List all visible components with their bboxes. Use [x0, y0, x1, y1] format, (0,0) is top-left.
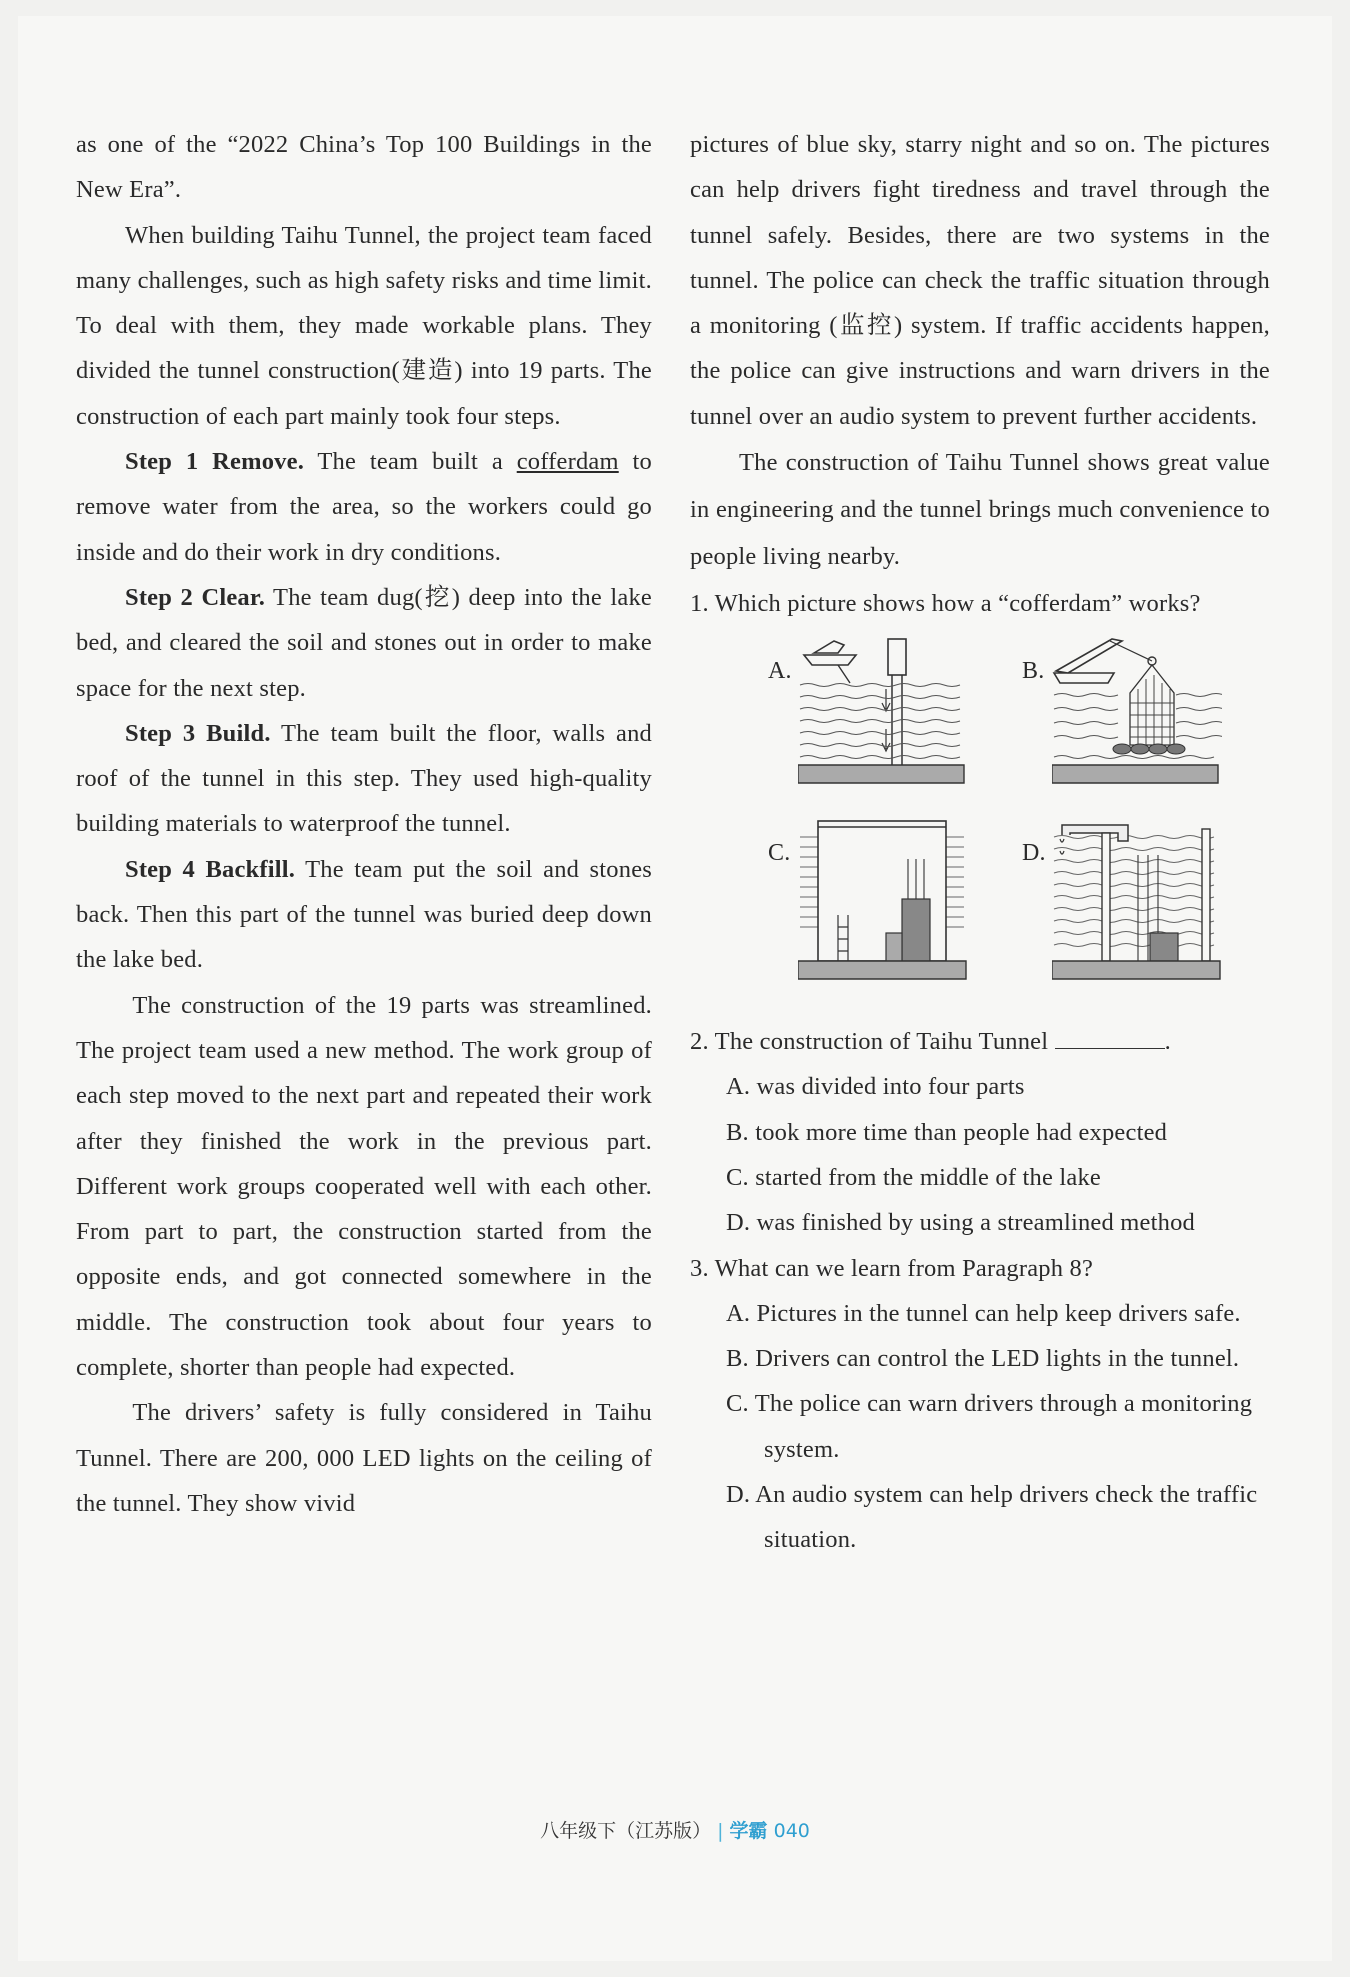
figure-d-pump-icon	[1052, 815, 1222, 985]
question-2-stem: 2. The construction of Taihu Tunnel .	[690, 1019, 1270, 1064]
question-2-text: 2. The construction of Taihu Tunnel	[690, 1028, 1049, 1056]
question-2-option-a: A. was divided into four parts	[726, 1073, 1025, 1101]
step1-post: to remove water from the area, so the workers could go inside and do their work in dry conditions.	[76, 448, 652, 566]
paragraph-step1	[76, 439, 652, 575]
left-column	[76, 122, 652, 1526]
question-3-option-b: B. Drivers can control the LED lights in the tunnel.	[726, 1345, 1240, 1373]
figure-c-label: C.	[768, 840, 791, 867]
paragraph-value: The construction of Taihu Tunnel shows great value in engineering and the tunnel brings much convenience to people living nearby.	[690, 449, 1270, 571]
step2-text: The team dug(挖) deep into the lake bed, and cleared the soil and stones out in order to make space for the next step.	[76, 583, 652, 702]
step4-heading: Step 4 Backfill.	[125, 855, 296, 883]
page-number: 040	[773, 1820, 810, 1842]
footer-grade: 八年级下（江苏版）	[540, 1820, 712, 1842]
figure-d-label: D.	[1022, 840, 1046, 867]
question-2-option-c: C. started from the middle of the lake	[726, 1163, 1101, 1191]
step3-heading: Step 3 Build.	[125, 719, 271, 747]
step2-heading: Step 2 Clear.	[125, 583, 266, 611]
question-3-stem: 3. What can we learn from Paragraph 8?	[690, 1254, 1094, 1282]
paragraph-step4	[76, 847, 652, 983]
paragraph-step3	[76, 711, 652, 847]
paragraph-step2	[76, 575, 652, 711]
question-2-option-b: B. took more time than people had expected	[726, 1118, 1168, 1146]
footer-brand: 学霸	[729, 1820, 768, 1842]
answer-blank	[1055, 1024, 1165, 1049]
footer-separator: |	[717, 1820, 724, 1842]
paragraph-buildings: as one of the “2022 China’s Top 100 Buildings in the New Era”.	[76, 131, 652, 204]
page-footer	[0, 1816, 1350, 1843]
figure-b-label: B.	[1022, 658, 1045, 685]
question-3-option-c: C. The police can warn drivers through a monitoring system.	[726, 1390, 1253, 1463]
paragraph-safety: The drivers’ safety is fully considered in Taihu Tunnel. There are 200, 000 LED lights on the ceiling of the tunnel. They show vivid	[76, 1399, 652, 1517]
figure-a-label: A.	[768, 658, 792, 685]
figure-b-crane-net-icon	[1052, 633, 1222, 793]
step3-text: The team built the floor, walls and roof of the tunnel in this step. They used high-quality building materials to waterproof the tunnel.	[76, 719, 653, 838]
cofferdam-word: cofferdam	[516, 448, 619, 476]
paragraph-challenges: When building Taihu Tunnel, the project team faced many challenges, such as high safety risks and time limit. To deal with them, they made workable plans. They divided the tunnel construction(建造) into 19 parts. The construction of each part mainly took four steps.	[76, 221, 652, 430]
question-3-option-d: D. An audio system can help drivers check the traffic situation.	[726, 1481, 1258, 1554]
step4-text: The team put the soil and stones back. Then this part of the tunnel was buried deep down the lake bed.	[76, 855, 653, 974]
question-2-option-d: D. was finished by using a streamlined method	[726, 1209, 1195, 1237]
question-1-stem: 1. Which picture shows how a “cofferdam” works?	[690, 590, 1201, 618]
right-column	[690, 122, 1270, 1563]
figure-a-ship-pipe-icon	[798, 633, 968, 793]
question-1-figures	[690, 633, 1270, 1011]
question-3-option-a: A. Pictures in the tunnel can help keep drivers safe.	[726, 1299, 1241, 1327]
step1-heading: Step 1 Remove.	[125, 448, 305, 476]
step1-pre: The team built a	[304, 448, 517, 476]
paragraph-streamlined: The construction of the 19 parts was streamlined. The project team used a new method. The work group of each step moved to the next part and repeated their work after they finished the work in the previous part. Different work groups cooperated well with each other. From part to part, the construction started from the opposite ends, and got connected somewhere in the middle. The construction took about four years to complete, shorter than people had expected.	[76, 991, 652, 1382]
figure-c-cofferdam-icon	[798, 815, 968, 985]
paragraph-pictures: pictures of blue sky, starry night and so on. The pictures can help drivers fight tiredness and travel through the tunnel safely. Besides, there are two systems in the tunnel. The police can check the traffic situation through a monitoring (监控) system. If traffic accidents happen, the police can give instructions and warn drivers in the tunnel over an audio system to prevent further accidents.	[690, 131, 1270, 430]
